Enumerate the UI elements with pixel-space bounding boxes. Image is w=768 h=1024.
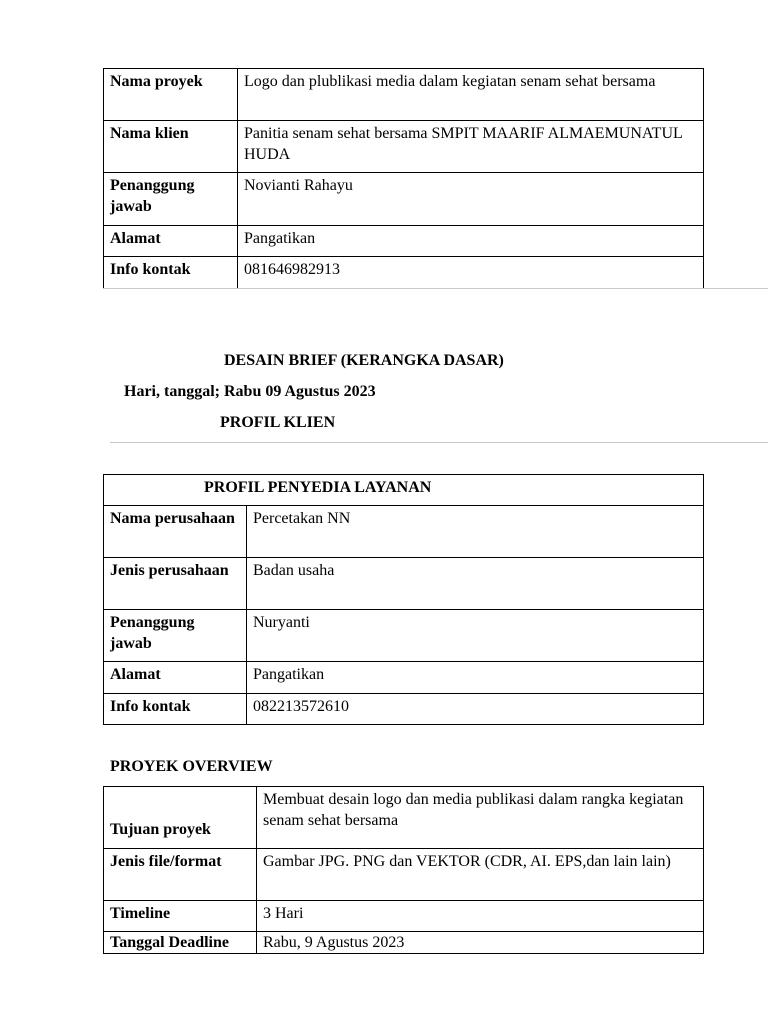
table-row: [104, 787, 704, 849]
table-title: PROFIL PENYEDIA LAYANAN: [104, 475, 704, 506]
row-label: Nama proyek: [104, 69, 238, 121]
row-label: Nama klien: [104, 121, 238, 173]
page-divider: [103, 288, 768, 289]
table-row: [104, 932, 704, 954]
table-row: [104, 558, 704, 610]
row-label: Alamat: [104, 226, 238, 257]
row-value: Membuat desain logo dan media publikasi dalam rangka kegiatan senam sehat bersama: [257, 787, 704, 849]
row-label: Tanggal Deadline: [104, 932, 257, 954]
table-row: [104, 257, 704, 288]
row-label: Alamat: [104, 662, 247, 694]
table-row: [104, 694, 704, 725]
table-row: [104, 121, 704, 173]
row-label: Jenis file/format: [104, 849, 257, 901]
row-label: Info kontak: [104, 694, 247, 725]
client-info-table: [103, 68, 704, 288]
row-value: 081646982913: [238, 257, 704, 288]
row-value: Panitia senam sehat bersama SMPIT MAARIF ALMAEMUNATUL HUDA: [238, 121, 704, 173]
row-value: 082213572610: [247, 694, 704, 725]
row-value: Percetakan NN: [247, 506, 704, 558]
row-label: Penanggung jawab: [104, 173, 238, 226]
row-value: 3 Hari: [257, 901, 704, 932]
section-title-client-profile: PROFIL KLIEN: [220, 414, 336, 431]
row-value: Pangatikan: [247, 662, 704, 694]
table-row: [104, 849, 704, 901]
project-overview-table: [103, 786, 704, 954]
document-title: DESAIN BRIEF (KERANGKA DASAR): [224, 352, 504, 369]
row-label: Info kontak: [104, 257, 238, 288]
table-row: [104, 226, 704, 257]
row-label: Nama perusahaan: [104, 506, 247, 558]
table-row: [104, 610, 704, 662]
table-header-row: [104, 475, 704, 506]
row-value: Gambar JPG. PNG dan VEKTOR (CDR, AI. EPS,dan lain lain): [257, 849, 704, 901]
row-value: Novianti Rahayu: [238, 173, 704, 226]
table-row: [104, 69, 704, 121]
row-label: Jenis perusahaan: [104, 558, 247, 610]
section-title-overview: PROYEK OVERVIEW: [110, 758, 273, 775]
row-value: Pangatikan: [238, 226, 704, 257]
row-value: Badan usaha: [247, 558, 704, 610]
date-line: Hari, tanggal; Rabu 09 Agustus 2023: [124, 383, 376, 400]
page-divider: [110, 442, 768, 443]
table-row: [104, 506, 704, 558]
row-value: Logo dan plublikasi media dalam kegiatan senam sehat bersama: [238, 69, 704, 121]
row-label: Penanggung jawab: [104, 610, 247, 662]
row-value: Rabu, 9 Agustus 2023: [257, 932, 704, 954]
row-label: Tujuan proyek: [104, 787, 257, 849]
table-row: [104, 662, 704, 694]
row-label: Timeline: [104, 901, 257, 932]
table-row: [104, 173, 704, 226]
provider-profile-table: [103, 474, 704, 725]
table-row: [104, 901, 704, 932]
row-value: Nuryanti: [247, 610, 704, 662]
